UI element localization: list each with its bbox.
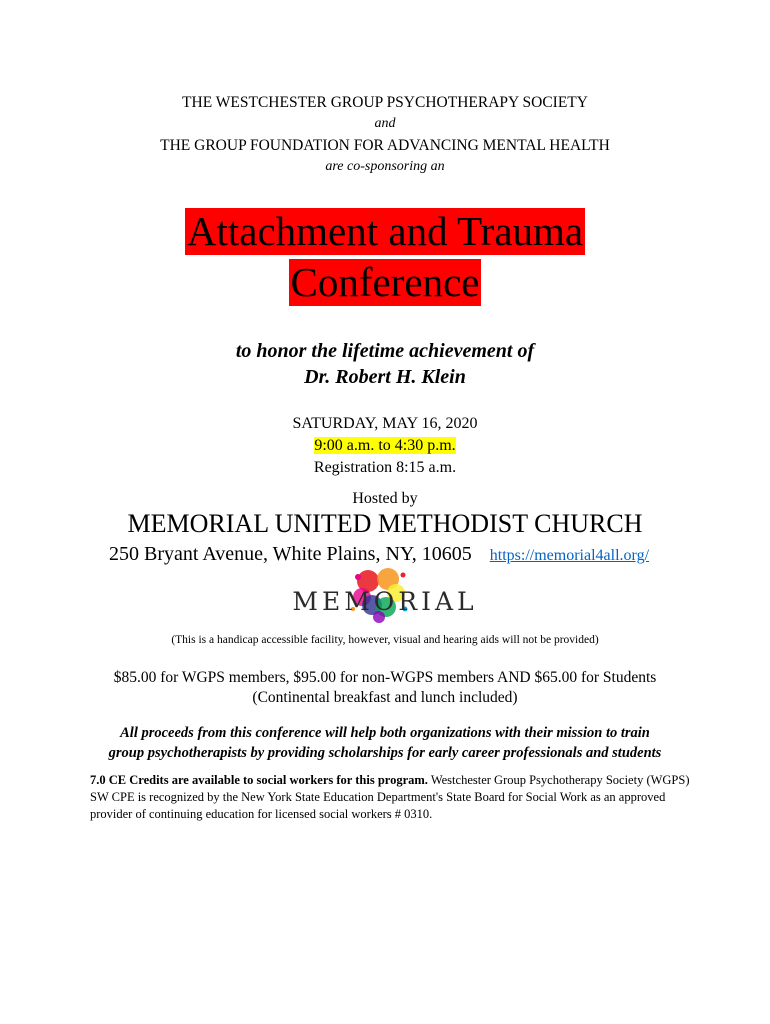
org-name-group-foundation: THE GROUP FOUNDATION FOR ADVANCING MENTAL HEALTH: [160, 137, 610, 154]
event-time: 9:00 a.m. to 4:30 p.m.: [314, 437, 456, 454]
venue-address: 250 Bryant Avenue, White Plains, NY, 10605: [109, 543, 472, 565]
event-date: SATURDAY, MAY 16, 2020: [292, 415, 478, 432]
title-line-1-wrapper: [0, 208, 770, 255]
memorial-logo: [290, 565, 490, 625]
venue-address-row: [109, 541, 649, 567]
ce-credits-text: Westchester Group Psychotherapy Society (WGPS) SW CPE is recognized by the New York State Education Department's State Board for Social Work as an approved provider of continuing education for licensed social workers # 0310.: [90, 773, 690, 821]
conference-title-line-1: Attachment and Trauma: [186, 208, 584, 254]
honoree-name: Dr. Robert H. Klein: [304, 366, 466, 388]
cosponsoring-text: are co-sponsoring an: [325, 159, 445, 174]
registration-time: Registration 8:15 a.m.: [313, 459, 457, 476]
hosted-by-label: Hosted by: [352, 490, 418, 507]
proceeds-text-line-1: All proceeds from this conference will help both organizations with their mission to train: [120, 725, 650, 741]
event-time-wrapper: [0, 436, 770, 456]
venue-website-link[interactable]: https://memorial4all.org/: [489, 547, 650, 564]
conference-title-line-2: Conference: [290, 259, 480, 305]
accessibility-note: (This is a handicap accessible facility, however, visual and hearing aids will not be provided): [171, 634, 599, 646]
org-name-wgps: THE WESTCHESTER GROUP PSYCHOTHERAPY SOCIETY: [182, 94, 588, 111]
pricing-text: $85.00 for WGPS members, $95.00 for non-WGPS members AND $65.00 for Students: [113, 669, 657, 686]
meals-included-text: (Continental breakfast and lunch included): [252, 689, 518, 706]
honor-text: to honor the lifetime achievement of: [235, 340, 535, 362]
ce-credits-paragraph: [90, 772, 690, 823]
and-text: and: [374, 116, 396, 131]
memorial-logo-text: MEMORIAL: [292, 587, 478, 616]
venue-name: MEMORIAL UNITED METHODIST CHURCH: [127, 509, 643, 538]
ce-credits-bold: 7.0 CE Credits are available to social workers for this program.: [90, 773, 428, 787]
title-line-2-wrapper: [0, 259, 770, 306]
proceeds-text-line-2: group psychotherapists by providing scholarships for early career professionals and students: [108, 745, 662, 761]
